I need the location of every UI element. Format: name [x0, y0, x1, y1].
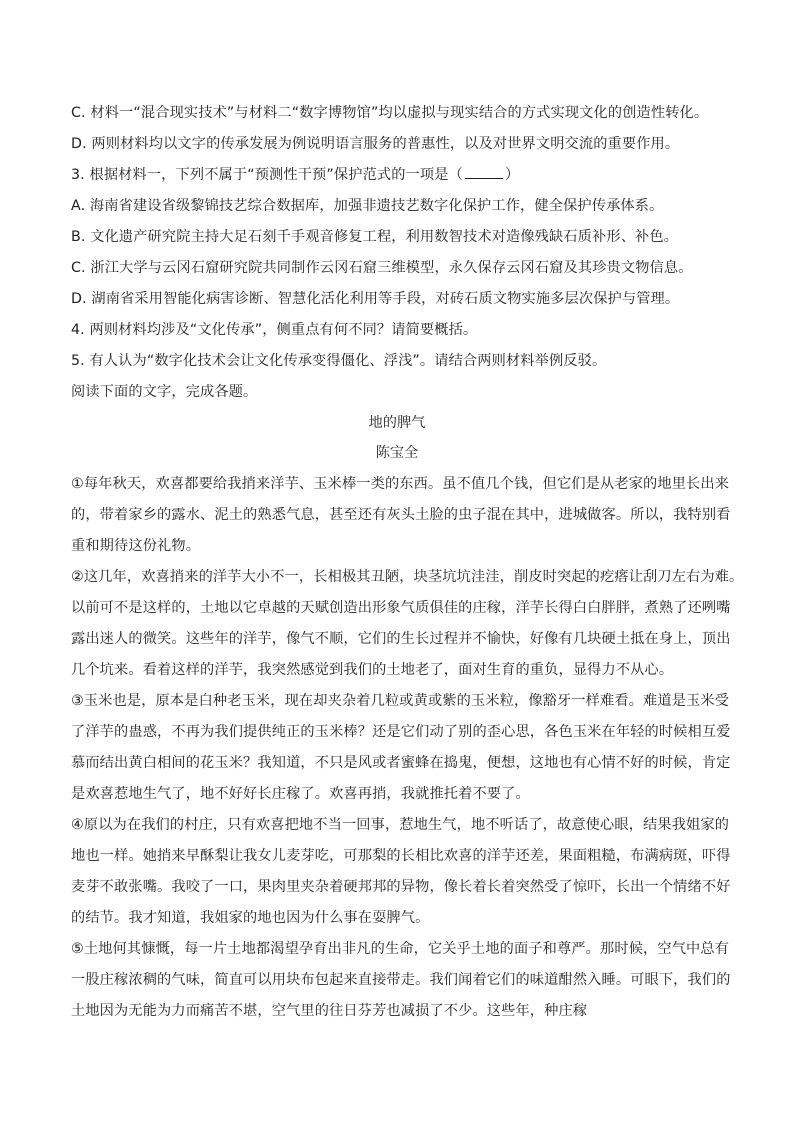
- article-line: 几个坑来。看着这样的洋芋，我突然感觉到我们的土地老了，面对生育的重负，显得力不从心。: [71, 662, 674, 678]
- article-line: 重和期待这份礼物。: [71, 538, 201, 554]
- question-3: [71, 165, 519, 185]
- q2-option-c: C. 材料一“混合现实技术”与材料二“数字博物馆”均以虚拟与现实结合的方式实现文化的创造性转化。: [71, 105, 709, 121]
- article-line: 以前可不是这样的，土地以它卓越的天赋创造出形象气质俱佳的庄稼，洋芋长得白白胖胖，煮熟了还咧嘴: [71, 600, 731, 616]
- article-line: 一股庄稼浓稠的气味，简直可以用块布包起来直接带走。我们闻着它们的味道酣然入睡。可眼下，我们的: [71, 972, 731, 988]
- article-title: 地的脾气: [368, 415, 426, 431]
- question-5: 5. 有人认为“数字化技术会让文化传承变得僵化、浮浅”。请结合两则材料举例反驳。: [71, 353, 607, 369]
- reading-instruction: 阅读下面的文字，完成各题。: [71, 384, 258, 400]
- article-line: ②这几年，欢喜捎来的洋芋大小不一，长相极其丑陋，块茎坑坑洼洼，削皮时突起的疙瘩让刮刀左右为难。: [71, 569, 744, 585]
- article-line: 麦芽不敢张嘴。我咬了一口，果肉里夹杂着硬邦邦的异物，像长着长着突然受了惊吓，长出一个情绪不好: [71, 879, 731, 895]
- question-3-text: 3. 根据材料一，下列不属于“预测性干预”保护范式的一项是（: [71, 167, 463, 183]
- article-line: 慕而结出黄白相间的花玉米？我知道，不只是风或者蜜蜂在捣鬼，便想，这地也有心情不好的时候，肯定: [71, 755, 731, 771]
- article-line: 的，带着家乡的露水、泥土的熟悉气息，甚至还有灰头土脸的虫子混在其中，进城做客。所以，我特别看: [71, 507, 731, 523]
- article-line: 的结节。我才知道，我姐家的地也因为什么事在耍脾气。: [71, 910, 430, 926]
- article-line: ④原以为在我们的村庄，只有欢喜把地不当一回事，惹地生气，地不听话了，故意使心眼，结果我姐家的: [71, 817, 730, 833]
- q3-option-b: B. 文化遗产研究院主持大足石刻千手观音修复工程，利用数智技术对造像残缺石质补形、补色。: [71, 229, 679, 245]
- q2-option-d: D. 两则材料均以文字的传承发展为例说明语言服务的普惠性，以及对世界文明交流的重要作用。: [71, 136, 680, 152]
- article-line: 露出迷人的微笑。这些年的洋芋，像气不顺，它们的生长过程并不愉快，好像有几块硬土抵在身上，顶出: [71, 631, 731, 647]
- question-4: 4. 两则材料均涉及“文化传承”，侧重点有何不同？请简要概括。: [71, 322, 478, 338]
- article-author: 陈宝全: [375, 445, 419, 461]
- q3-option-a: A. 海南省建设省级黎锦技艺综合数据库，加强非遗技艺数字化保护工作，健全保护传承体系。: [71, 198, 664, 214]
- article-line: 地也一样。她捎来早酥梨让我女儿麦芽吃，可那梨的长相比欢喜的洋芋还差，果面粗糙，布满病斑，吓得: [71, 848, 731, 864]
- article-line: ③玉米也是，原本是白种老玉米，现在却夹杂着几粒或黄或紫的玉米粒，像豁牙一样难看。难道是玉米受: [71, 693, 730, 709]
- q3-option-d: D. 湖南省采用智能化病害诊断、智慧化活化利用等手段，对砖石质文物实施多层次保护与管理。: [71, 291, 680, 307]
- answer-blank[interactable]: [465, 166, 503, 179]
- article-line: 是欢喜惹地生气了，地不好好长庄稼了。欢喜再捎，我就推托着不要了。: [71, 786, 530, 802]
- article-line: 了洋芋的蛊惑，不再为我们提供纯正的玉米棒？还是它们动了别的歪心思，各色玉米在年轻的时候相互爱: [71, 724, 731, 740]
- article-line: ⑤土地何其慷慨，每一片土地都渴望孕育出非凡的生命，它关乎土地的面子和尊严。那时候，空气中总有: [71, 941, 730, 957]
- q3-option-c: C. 浙江大学与云冈石窟研究院共同制作云冈石窟三维模型，永久保存云冈石窟及其珍贵文物信息。: [71, 260, 693, 276]
- question-3-close-paren: ）: [504, 167, 520, 183]
- article-line: ①每年秋天，欢喜都要给我捎来洋芋、玉米棒一类的东西。虽不值几个钱，但它们是从老家的地里长出来: [71, 476, 730, 492]
- article-line: 土地因为无能为力而痛苦不堪，空气里的往日芬芳也减损了不少。这些年，种庄稼: [71, 1003, 588, 1019]
